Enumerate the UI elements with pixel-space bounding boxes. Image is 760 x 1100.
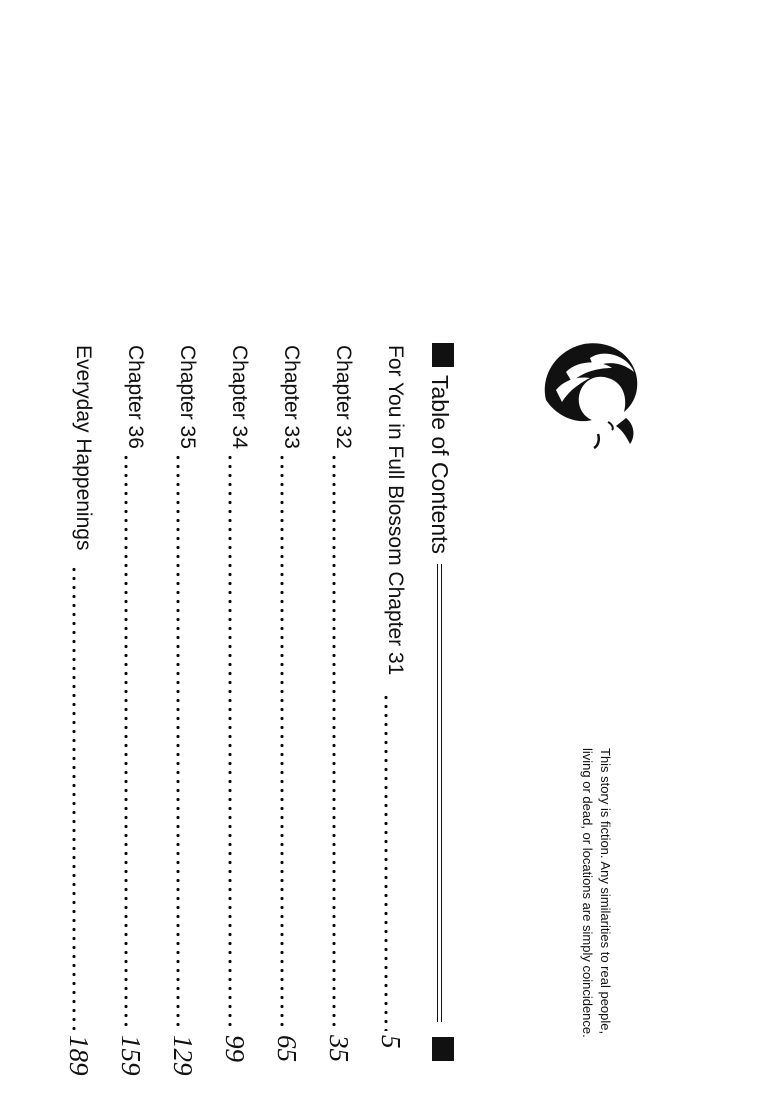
toc-entry-page: 129: [168, 1035, 198, 1076]
toc-entry-label: Chapter 33: [280, 345, 303, 449]
toc-entry-page: 189: [64, 1035, 94, 1076]
toc-entry[interactable]: [378, 343, 408, 1063]
toc-entry[interactable]: [168, 343, 200, 1076]
disclaimer-line-2: living or dead, or locations are simply coincidence.: [580, 748, 595, 1038]
toc-entry-page: 65: [272, 1035, 302, 1062]
header-square-top: [432, 343, 454, 367]
leader-dots: [280, 453, 284, 1031]
header-square-bottom: [432, 1037, 454, 1061]
leader-dots: [124, 453, 128, 1031]
disclaimer-text: [578, 748, 614, 1060]
toc-header: [428, 343, 456, 1063]
header-double-rule: [437, 564, 442, 1022]
toc-entry-page: 159: [116, 1035, 146, 1076]
toc-entry[interactable]: [116, 343, 148, 1076]
toc-entry-page: 35: [324, 1035, 354, 1062]
toc-entry-label: Everyday Happenings: [72, 345, 95, 551]
toc-entry-label: Chapter 32: [332, 345, 355, 449]
leader-dots: [72, 565, 76, 1031]
toc-entry[interactable]: [274, 343, 304, 1063]
leader-dots: [384, 693, 388, 1031]
toc-entry[interactable]: [64, 343, 96, 1076]
toc-entry-page: 99: [220, 1035, 250, 1062]
toc-entry-label: For You in Full Blossom Chapter 31: [384, 345, 407, 676]
toc-entry[interactable]: [222, 343, 252, 1063]
profile-logo-icon: [538, 338, 642, 454]
toc-entry-label: Chapter 34: [228, 345, 251, 449]
toc-entry-label: Chapter 35: [176, 345, 199, 449]
toc-entry-label: Chapter 36: [124, 345, 147, 449]
toc-entry[interactable]: [326, 343, 356, 1063]
disclaimer-line-1: This story is fiction. Any similarities to real people,: [598, 748, 613, 1035]
toc-entry-page: 5: [376, 1035, 406, 1049]
leader-dots: [228, 453, 232, 1031]
leader-dots: [332, 453, 336, 1031]
toc-title: Table of Contents: [427, 375, 453, 555]
leader-dots: [176, 453, 180, 1031]
